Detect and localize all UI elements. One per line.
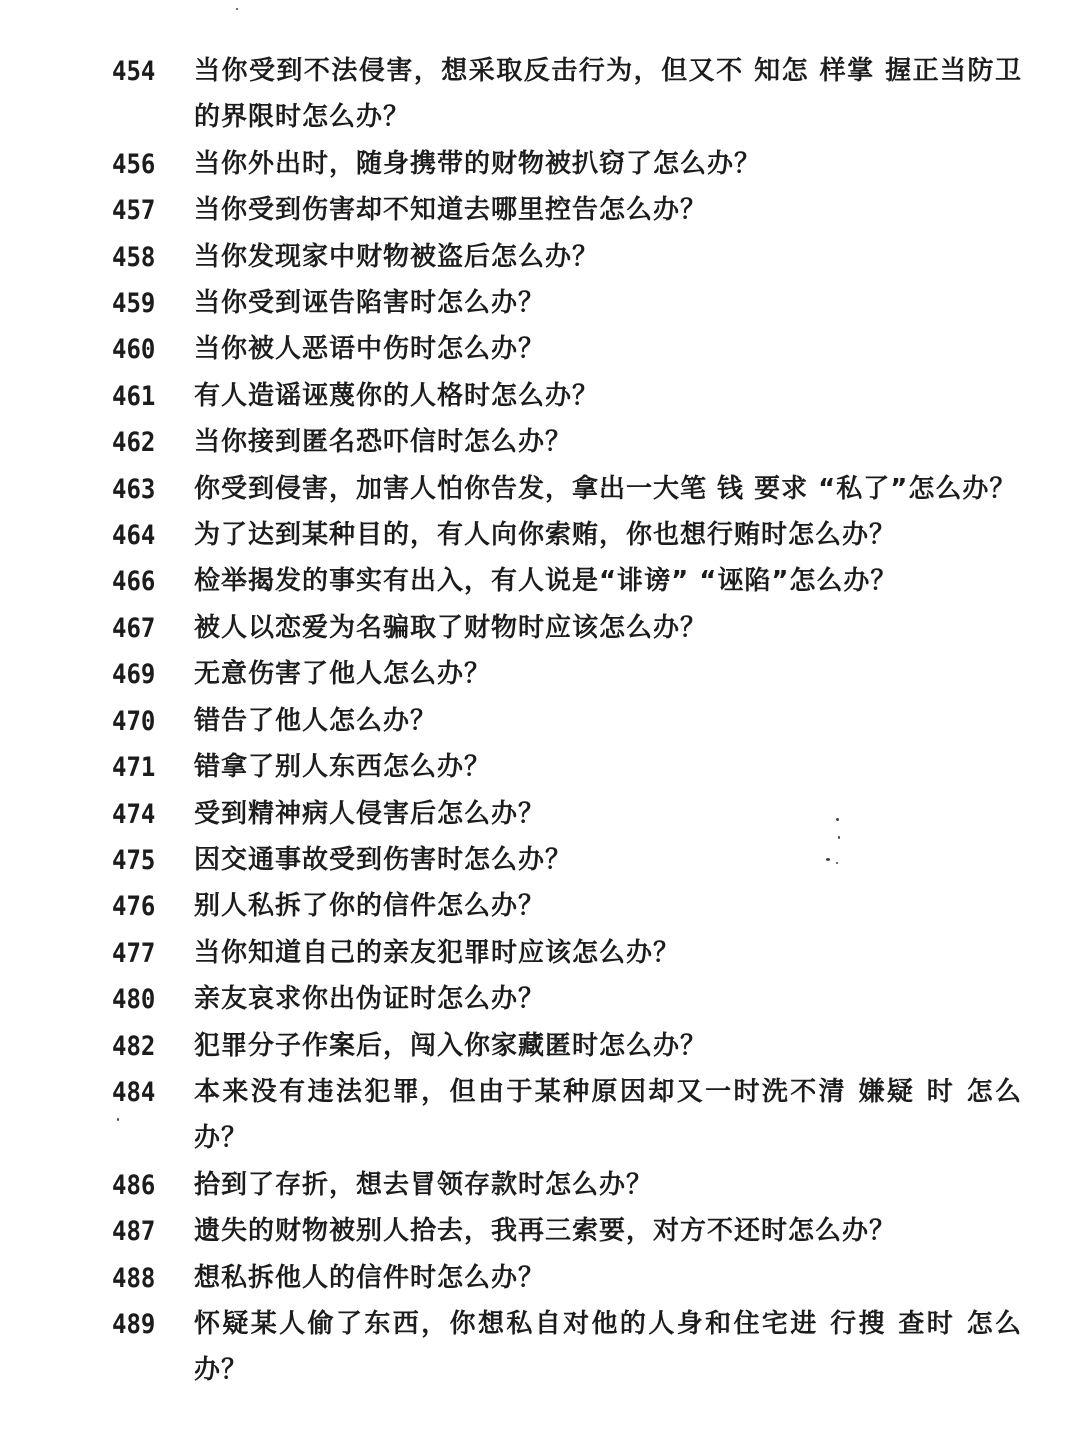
item-text: 错拿了别人东西怎么办？: [194, 752, 492, 783]
list-item: [112, 1208, 1022, 1254]
list-item: [112, 512, 1022, 558]
scan-speck: [836, 818, 839, 821]
item-text: 犯罪分子作案后，闯入你家藏匿时怎么办？: [194, 1030, 708, 1061]
item-number: 489: [112, 1308, 156, 1340]
item-text: 有人造谣诬蔑你的人格时怎么办？: [194, 380, 600, 411]
item-text: 当你受到不法侵害，想采取反击行为，但又不 知怎 样掌 握正当防卫的界限时怎么办？: [194, 56, 1022, 133]
item-number: 458: [112, 241, 156, 273]
scan-speck: [836, 862, 838, 864]
list-item: [112, 466, 1022, 512]
item-number: 461: [112, 380, 156, 412]
list-item: [112, 419, 1022, 465]
item-text: 别人私拆了你的信件怎么办？: [194, 891, 546, 922]
item-number: 475: [112, 844, 156, 876]
item-text: 本来没有违法犯罪，但由于某种原因却又一时洗不清 嫌疑 时 怎么办？: [194, 1076, 1022, 1154]
list-item: [112, 1301, 1022, 1394]
item-number: 474: [112, 798, 156, 829]
scan-speck: [826, 858, 830, 861]
list-item: [112, 1069, 1022, 1162]
list-item: [112, 883, 1022, 929]
item-number: 457: [112, 194, 156, 226]
item-number: 459: [112, 287, 156, 319]
item-number: 470: [112, 705, 156, 737]
item-text: 当你接到匿名恐吓信时怎么办？: [194, 427, 573, 458]
list-item: [112, 187, 1022, 233]
list-item: [112, 837, 1022, 883]
item-text: 当你受到诬告陷害时怎么办？: [194, 288, 546, 319]
list-item: [112, 976, 1022, 1022]
list-item: [112, 1255, 1022, 1301]
item-number: 487: [112, 1215, 156, 1247]
item-number: 471: [112, 751, 156, 783]
item-text: 检举揭发的事实有出入，有人说是“诽谤” “诬陷”怎么办？: [194, 566, 898, 597]
list-item: [112, 1023, 1022, 1069]
item-number: 466: [112, 566, 156, 597]
item-number: 477: [112, 937, 156, 969]
item-number: 463: [112, 473, 156, 505]
list-item: [112, 791, 1022, 837]
item-text: 受到精神病人侵害后怎么办？: [194, 798, 546, 829]
scan-speck: [236, 8, 238, 10]
item-number: 488: [112, 1262, 156, 1293]
item-text: 错告了他人怎么办？: [194, 705, 438, 736]
item-text: 当你受到伤害却不知道去哪里控告怎么办？: [194, 195, 708, 226]
list-item: [112, 326, 1022, 372]
list-item: [112, 1162, 1022, 1208]
item-number: 467: [112, 612, 156, 644]
item-text: 当你外出时，随身携带的财物被扒窃了怎么办？: [194, 148, 762, 179]
item-number: 469: [112, 658, 156, 690]
item-number: 476: [112, 890, 156, 922]
item-text: 亲友哀求你出伪证时怎么办？: [194, 984, 546, 1015]
item-text: 为了达到某种目的，有人向你索贿，你也想行贿时怎么办？: [194, 520, 897, 551]
item-number: 464: [112, 519, 156, 551]
item-number: 460: [112, 334, 156, 365]
list-item: [112, 373, 1022, 419]
list-item: [112, 651, 1022, 697]
item-text: 当你被人恶语中伤时怎么办？: [194, 334, 546, 365]
item-text: 怀疑某人偷了东西，你想私自对他的人身和住宅进 行搜 查时 怎么办？: [194, 1308, 1022, 1386]
item-text: 你受到侵害，加害人怕你告发，拿出一大笔 钱 要求 “私了”怎么办？: [194, 473, 1017, 504]
list-item: [112, 141, 1022, 187]
item-text: 遗失的财物被别人拾去，我再三索要，对方不还时怎么办？: [194, 1216, 897, 1247]
question-list: [112, 48, 1022, 1394]
item-number: 480: [112, 983, 156, 1015]
item-number: 486: [112, 1169, 156, 1201]
list-item: [112, 744, 1022, 790]
scan-speck: [117, 1118, 119, 1121]
list-item: [112, 48, 1022, 141]
scan-speck: [838, 836, 840, 839]
item-number: 456: [112, 148, 156, 180]
item-number: 482: [112, 1030, 156, 1061]
item-number: 454: [112, 55, 156, 87]
list-item: [112, 698, 1022, 744]
item-text: 当你知道自己的亲友犯罪时应该怎么办？: [194, 937, 681, 968]
list-item: [112, 234, 1022, 280]
list-item: [112, 280, 1022, 326]
list-item: [112, 605, 1022, 651]
item-number: 484: [112, 1076, 156, 1108]
item-text: 被人以恋爱为名骗取了财物时应该怎么办？: [194, 612, 708, 643]
list-item: [112, 558, 1022, 604]
item-text: 想私拆他人的信件时怎么办？: [194, 1262, 546, 1293]
item-text: 无意伤害了他人怎么办？: [194, 659, 492, 690]
item-number: 462: [112, 426, 156, 458]
item-text: 因交通事故受到伤害时怎么办？: [194, 844, 573, 875]
item-text: 当你发现家中财物被盗后怎么办？: [194, 241, 600, 272]
list-item: [112, 930, 1022, 976]
item-text: 拾到了存折，想去冒领存款时怎么办？: [194, 1169, 654, 1200]
